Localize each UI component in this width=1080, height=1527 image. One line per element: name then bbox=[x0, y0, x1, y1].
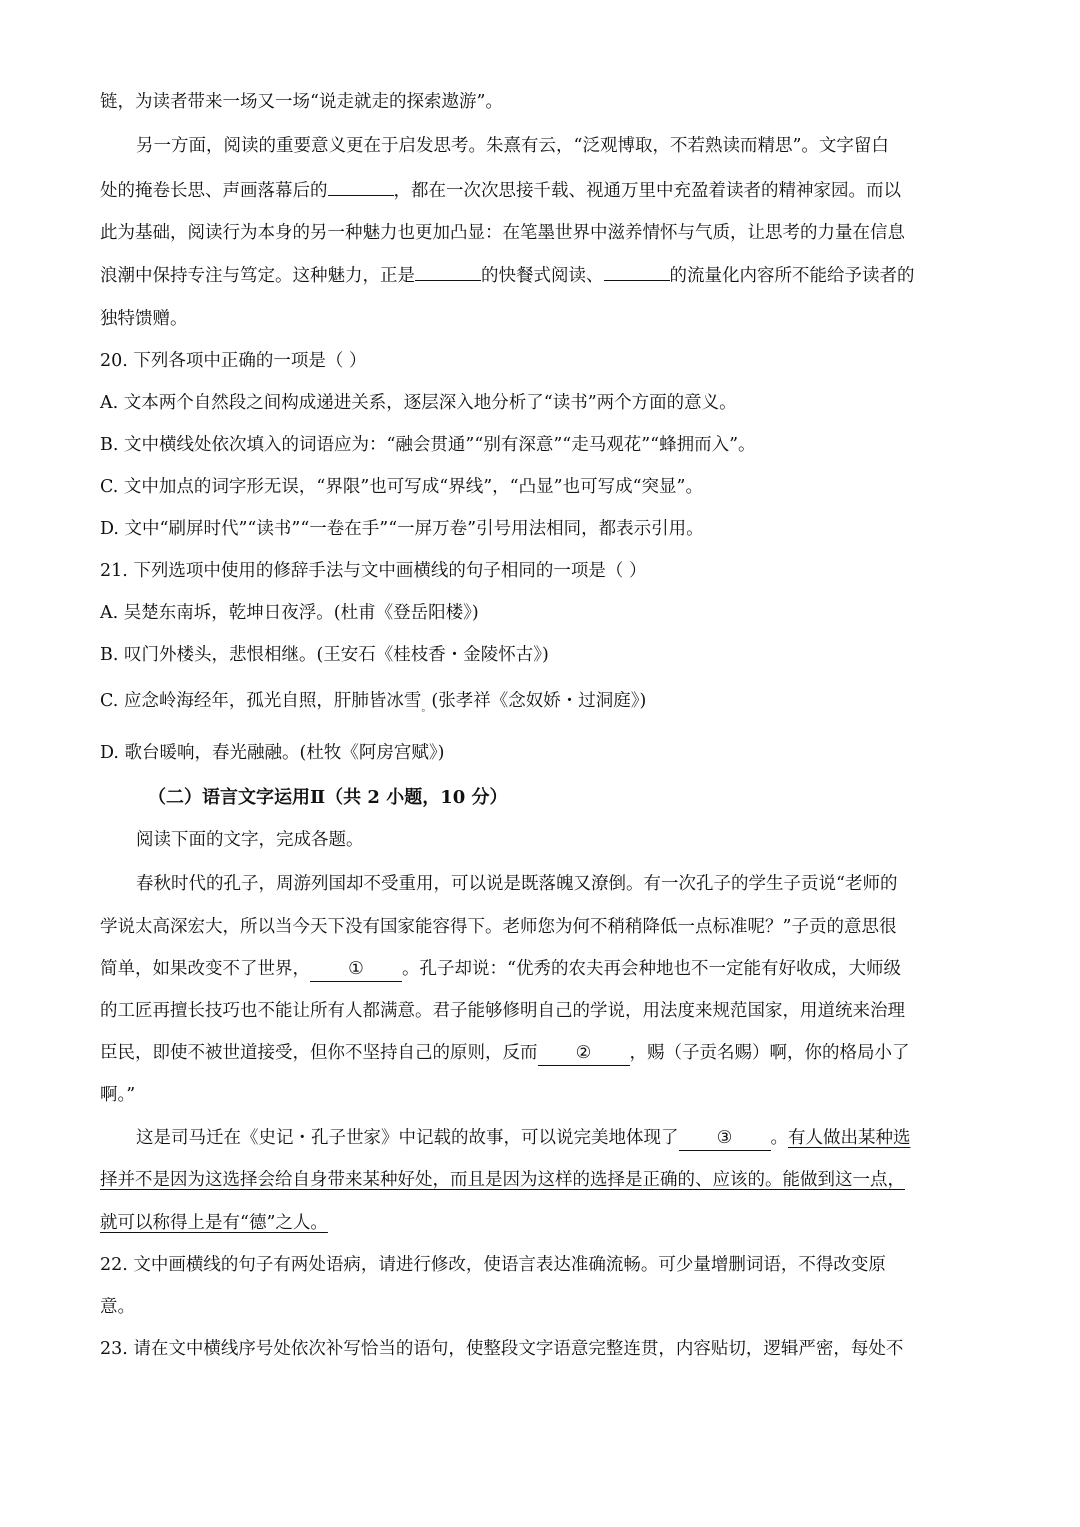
text: (张孝祥《念奴娇・过洞庭》) bbox=[431, 691, 647, 711]
question-21-stem bbox=[100, 559, 646, 583]
text: 此为基础，阅读行为本身的另一种魅力也更加凸显：在笔墨世界中滋养情怀与气质，让思考的力量在信息 bbox=[100, 223, 905, 243]
passage-line bbox=[100, 1083, 135, 1107]
q20-option-a bbox=[100, 391, 737, 415]
q20-option-c bbox=[100, 475, 703, 499]
question-20-stem bbox=[100, 349, 366, 373]
question-23 bbox=[100, 1337, 903, 1361]
question-22-cont bbox=[100, 1295, 135, 1319]
text: 简单，如果改变不了世界， bbox=[100, 959, 310, 979]
text: B. 叹门外楼头，悲恨相继。(王安石《桂枝香・金陵怀古》) bbox=[100, 645, 549, 665]
underlined-sentence bbox=[100, 1211, 328, 1235]
text: 就可以称得上是有“德”之人。 bbox=[100, 1213, 328, 1233]
text: ，都在一次次思接千载、视通万里中充盈着读者的精神家园。而以 bbox=[393, 181, 901, 201]
text: 择并不是因为这选择会给自身带来某种好处，而且是因为这样的选择是正确的、应该的。能做到这一点， bbox=[100, 1170, 905, 1190]
text: B. 文中横线处依次填入的词语应为：“融会贯通”“别有深意”“走马观花”“蜂拥而入”。 bbox=[100, 435, 756, 455]
passage-line bbox=[100, 1041, 910, 1066]
underlined-sentence bbox=[100, 1168, 905, 1192]
text: 意。 bbox=[100, 1297, 135, 1317]
text: 的工匠再擅长技巧也不能让所有人都满意。君子能够修明自己的学说，用法度来规范国家，用道统来治理 bbox=[100, 1001, 905, 1021]
text: ，赐（子贡名赐）啊，你的格局小了 bbox=[629, 1043, 910, 1063]
text: 臣民，即使不被世道接受，但你不坚持自己的原则，反而 bbox=[100, 1043, 538, 1063]
text: （二）语言文字运用Ⅱ（共 2 小题，10 分） bbox=[148, 787, 508, 808]
passage-line bbox=[100, 221, 905, 245]
text: 22. 文中画横线的句子有两处语病，请进行修改，使语言表达准确流畅。可少量增删词语，不得改变原 bbox=[100, 1255, 886, 1275]
text: 另一方面，阅读的重要意义更在于启发思考。朱熹有云，“泛观博取，不若熟读而精思”。文字留白 bbox=[136, 136, 889, 156]
text: 。孔子却说：“优秀的农夫再会种地也不一定能有好收成，大师级 bbox=[402, 959, 901, 979]
text: 链，为读者带来一场又一场“说走就走的探索遨游”。 bbox=[100, 92, 503, 112]
passage-line bbox=[100, 178, 901, 203]
passage-line bbox=[136, 1126, 911, 1151]
text: A. 文本两个自然段之间构成递进关系，逐层深入地分析了“读书”两个方面的意义。 bbox=[100, 393, 737, 413]
text: 春秋时代的孔子，周游列国却不受重用，可以说是既落魄又潦倒。有一次孔子的学生子贡说“老师的 bbox=[136, 874, 898, 894]
text: 。 bbox=[770, 1128, 788, 1148]
text: 20. 下列各项中正确的一项是（ ） bbox=[100, 351, 367, 371]
fill-blank-1: ① bbox=[310, 957, 402, 982]
fill-blank bbox=[604, 263, 670, 281]
text: C. 应念岭海经年，孤光自照，肝肺皆冰雪 bbox=[100, 691, 422, 711]
fill-blank-2: ② bbox=[538, 1041, 630, 1066]
passage-line bbox=[136, 872, 897, 896]
text: A. 吴楚东南坼，乾坤日夜浮。(杜甫《登岳阳楼》) bbox=[100, 603, 479, 623]
text: 这是司马迁在《史记・孔子世家》中记载的故事，可以说完美地体现了 bbox=[136, 1128, 679, 1148]
q21-option-a bbox=[100, 601, 479, 625]
fill-blank bbox=[415, 263, 481, 281]
fill-blank bbox=[328, 178, 394, 196]
passage-line bbox=[100, 90, 503, 114]
underlined-sentence: 有人做出某种选 bbox=[788, 1128, 911, 1148]
q21-option-c bbox=[100, 689, 646, 721]
text: 21. 下列选项中使用的修辞手法与文中画横线的句子相同的一项是（ ） bbox=[100, 561, 647, 581]
fill-blank-3: ③ bbox=[679, 1126, 771, 1151]
passage-line bbox=[100, 307, 188, 331]
section-heading bbox=[148, 786, 508, 810]
text: 学说太高深宏大，所以当今天下没有国家能容得下。老师您为何不稍稍降低一点标准呢？”子贡的意思很 bbox=[100, 917, 897, 937]
passage-line bbox=[136, 134, 889, 158]
text: 23. 请在文中横线序号处依次补写恰当的语句，使整段文字语意完整连贯，内容贴切，逻辑严密，每处不 bbox=[100, 1339, 904, 1359]
text: 。 bbox=[421, 703, 432, 714]
passage-line bbox=[100, 915, 896, 939]
q20-option-d bbox=[100, 517, 704, 541]
text: 的快餐式阅读、 bbox=[481, 266, 604, 286]
text: 的流量化内容所不能给予读者的 bbox=[669, 266, 915, 286]
text: 浪潮中保持专注与笃定。这种魅力，正是 bbox=[100, 266, 415, 286]
section-intro bbox=[136, 828, 364, 852]
text: 处的掩卷长思、声画落幕后的 bbox=[100, 181, 328, 201]
text: C. 文中加点的词字形无误，“界限”也可写成“界线”，“凸显”也可写成“突显”。 bbox=[100, 477, 703, 497]
text: D. 文中“刷屏时代”“读书”“一卷在手”“一屏万卷”引号用法相同，都表示引用。 bbox=[100, 519, 704, 539]
passage-line bbox=[100, 957, 901, 982]
text: 啊。” bbox=[100, 1085, 136, 1105]
passage-line bbox=[100, 999, 905, 1023]
q20-option-b bbox=[100, 433, 756, 457]
question-22 bbox=[100, 1253, 886, 1277]
passage-line bbox=[100, 263, 915, 288]
q21-option-d bbox=[100, 741, 444, 765]
q21-option-b bbox=[100, 643, 549, 667]
text: 阅读下面的文字，完成各题。 bbox=[136, 830, 364, 850]
text: D. 歌台暖响，春光融融。(杜牧《阿房宫赋》) bbox=[100, 743, 445, 763]
text: 独特馈赠。 bbox=[100, 309, 188, 329]
